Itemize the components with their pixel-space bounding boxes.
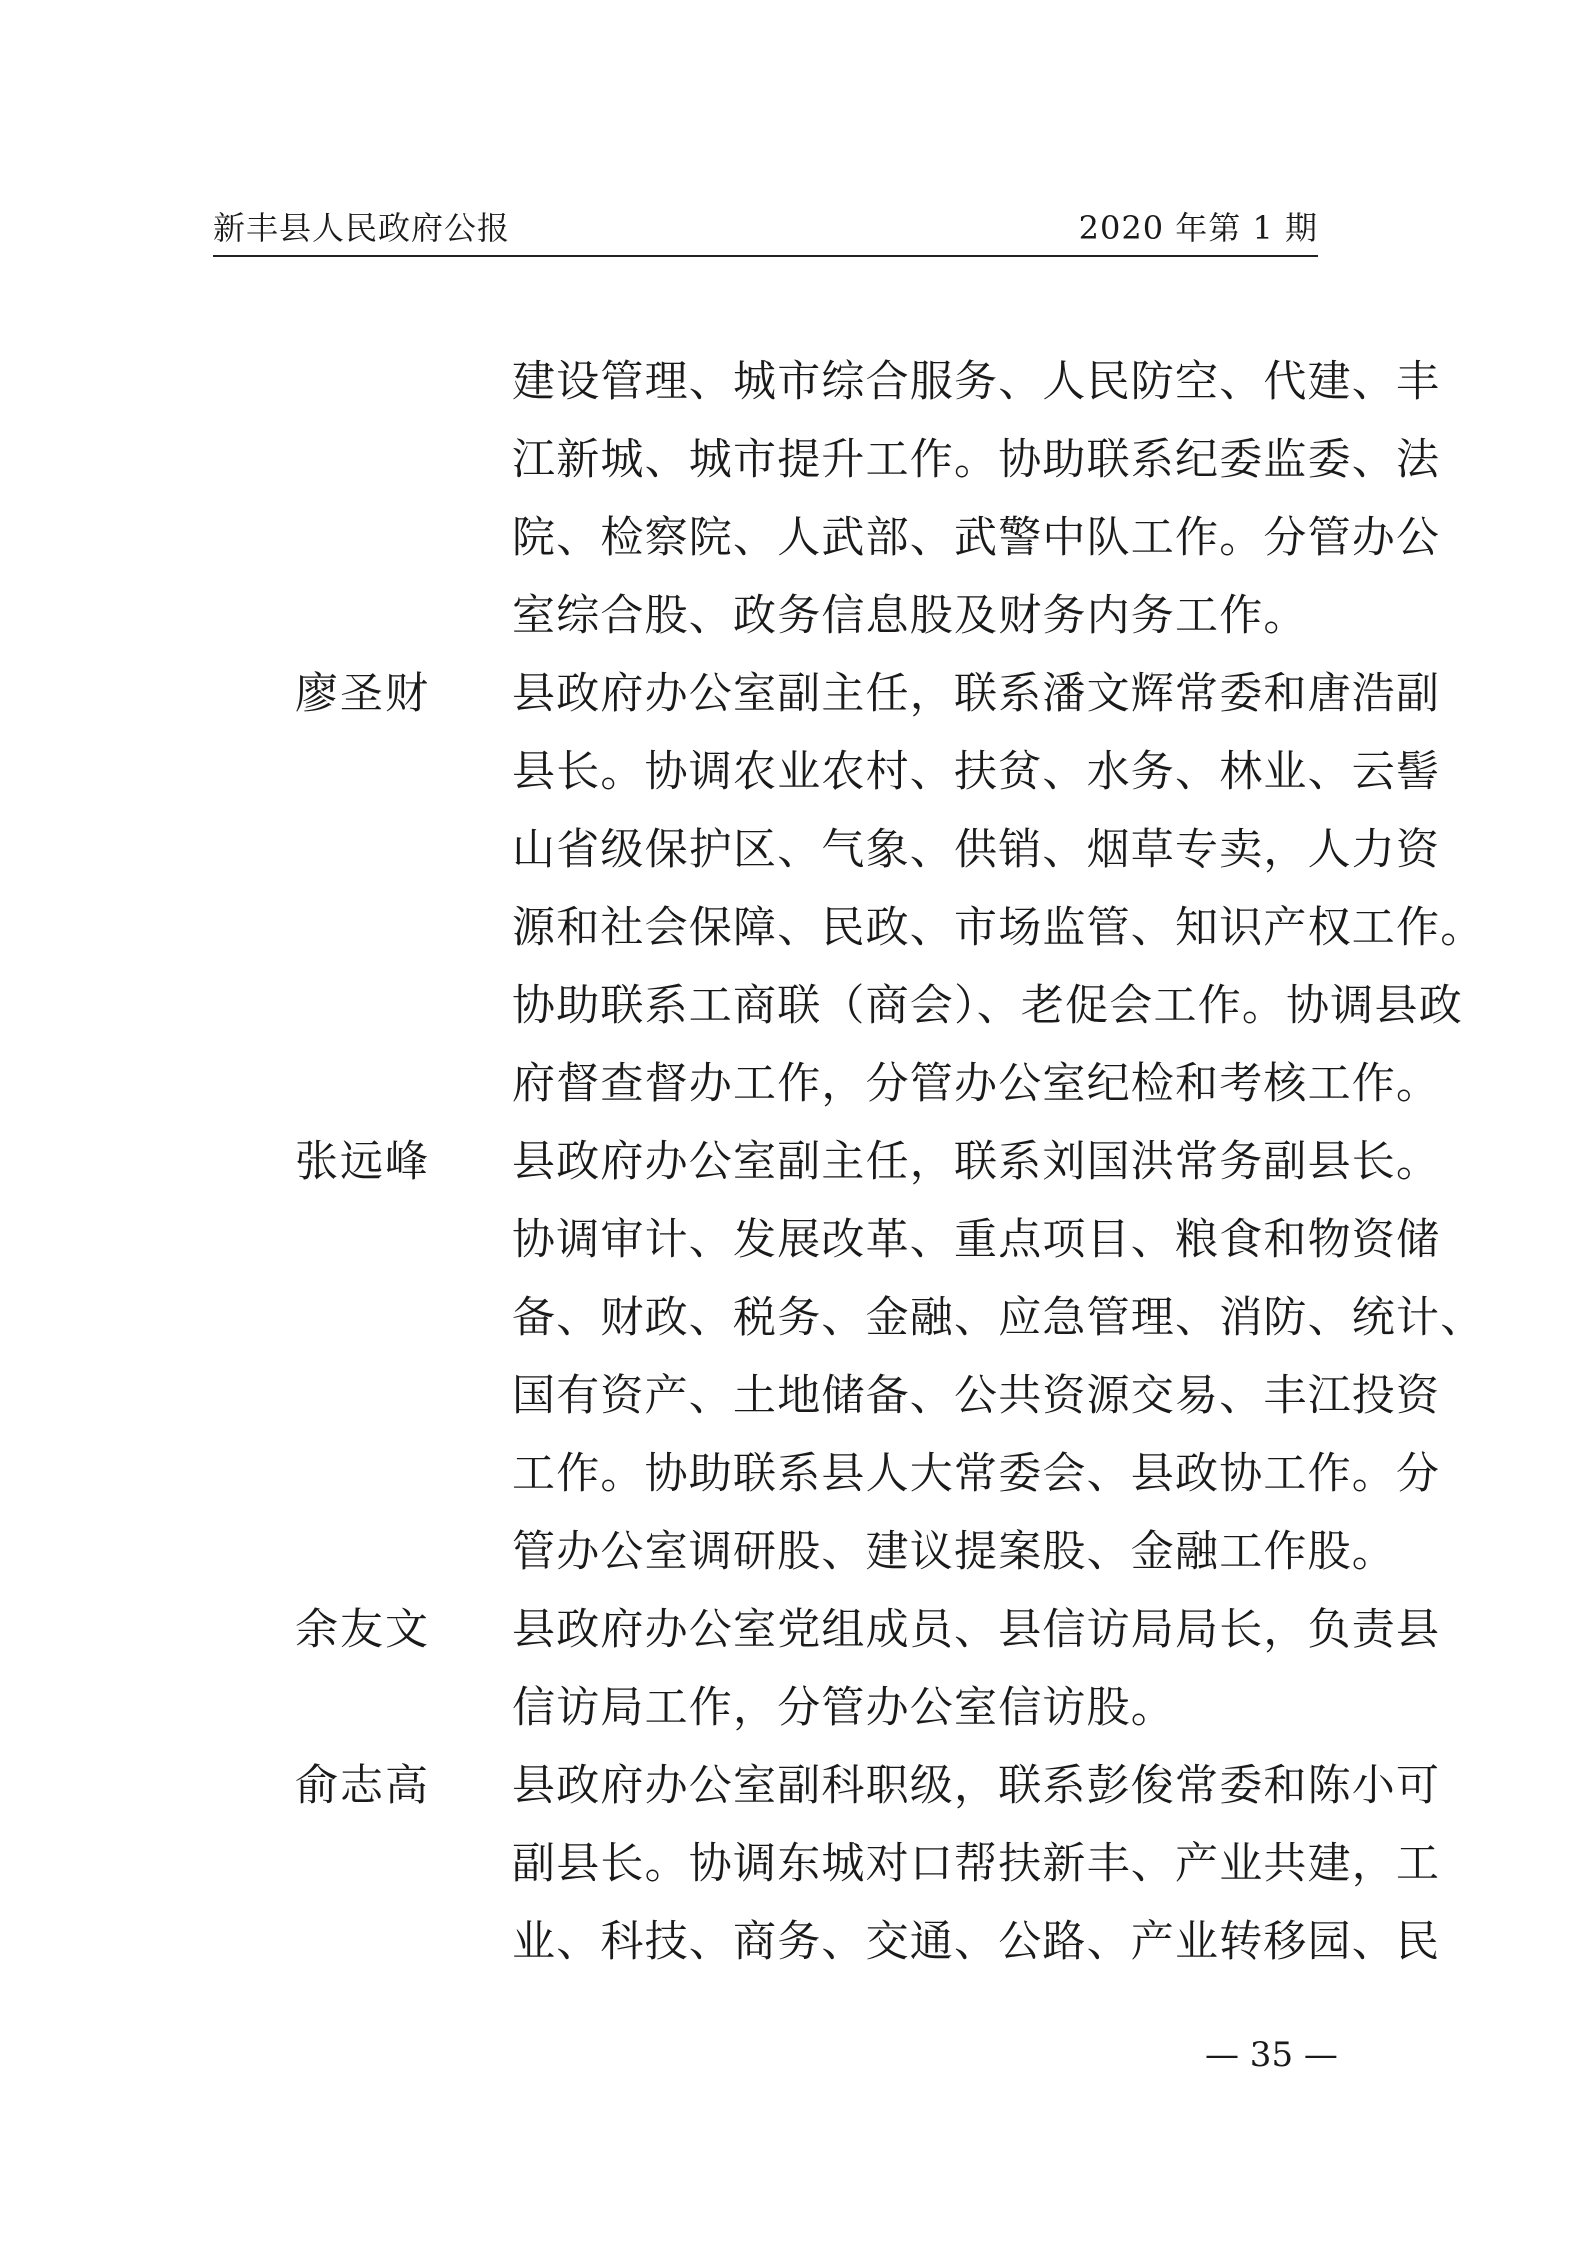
text-line: 县政府办公室副主任，联系潘文辉常委和唐浩副 <box>512 669 1441 719</box>
text-line: 江新城、城市提升工作。协助联系纪委监委、法 <box>512 435 1441 485</box>
text-line: 室综合股、政务信息股及财务内务工作。 <box>512 591 1308 641</box>
text-line: 府督查督办工作，分管办公室纪检和考核工作。 <box>512 1059 1441 1109</box>
text-line: 管办公室调研股、建议提案股、金融工作股。 <box>512 1527 1396 1577</box>
person-name: 俞志高 <box>295 1761 430 1811</box>
issue-number: 2020 年第 1 期 <box>1078 209 1318 247</box>
person-name: 廖圣财 <box>295 669 430 719</box>
person-name: 余友文 <box>295 1605 430 1655</box>
text-line: 协助联系工商联（商会）、老促会工作。协调县政 <box>512 981 1463 1031</box>
text-line: 源和社会保障、民政、市场监管、知识产权工作。 <box>512 903 1485 953</box>
text-line: 县政府办公室党组成员、县信访局局长，负责县 <box>512 1605 1441 1655</box>
publication-title: 新丰县人民政府公报 <box>213 209 511 247</box>
text-line: 业、科技、商务、交通、公路、产业转移园、民 <box>512 1917 1441 1967</box>
text-line: 建设管理、城市综合服务、人民防空、代建、丰 <box>512 357 1441 407</box>
text-line: 山省级保护区、气象、供销、烟草专卖，人力资 <box>512 825 1441 875</box>
text-line: 县长。协调农业农村、扶贫、水务、林业、云髻 <box>512 747 1441 797</box>
page-header <box>213 205 1318 257</box>
text-line: 工作。协助联系县人大常委会、县政协工作。分 <box>512 1449 1441 1499</box>
text-line: 县政府办公室副科职级，联系彭俊常委和陈小可 <box>512 1761 1441 1811</box>
text-line: 备、财政、税务、金融、应急管理、消防、统计、 <box>512 1293 1485 1343</box>
text-line: 国有资产、土地储备、公共资源交易、丰江投资 <box>512 1371 1441 1421</box>
text-line: 县政府办公室副主任，联系刘国洪常务副县长。 <box>512 1137 1441 1187</box>
person-name: 张远峰 <box>295 1137 430 1187</box>
text-line: 副县长。协调东城对口帮扶新丰、产业共建，工 <box>512 1839 1441 1889</box>
text-line: 院、检察院、人武部、武警中队工作。分管办公 <box>512 513 1441 563</box>
text-line: 信访局工作，分管办公室信访股。 <box>512 1683 1175 1733</box>
page-number: — 35 — <box>1205 2035 1338 2075</box>
text-line: 协调审计、发展改革、重点项目、粮食和物资储 <box>512 1215 1441 1265</box>
